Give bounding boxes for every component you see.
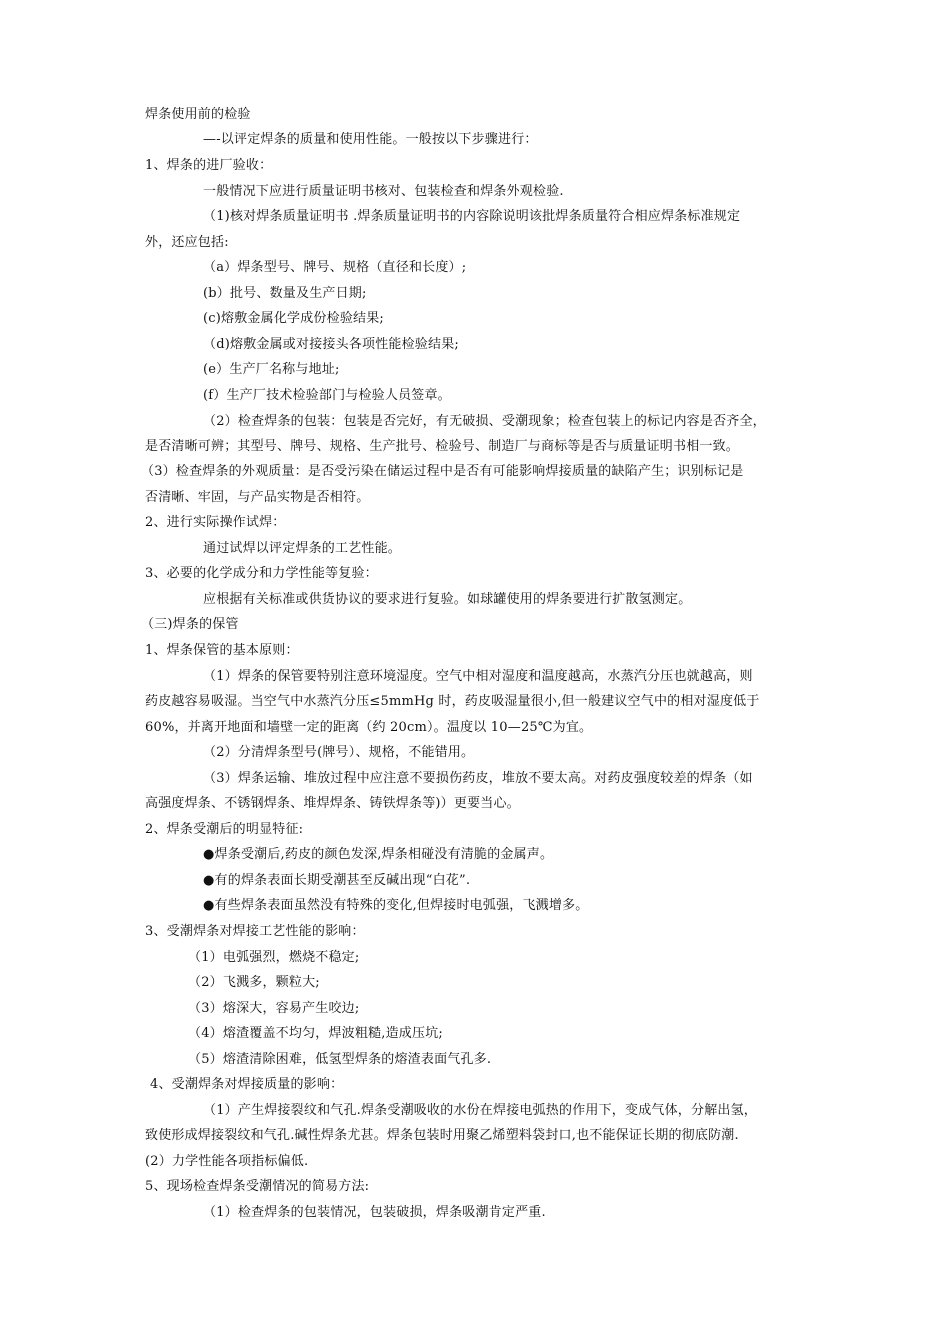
paragraph-line: —-以评定焊条的质量和使用性能。一般按以下步骤进行：: [203, 132, 538, 147]
paragraph-line: （2）检查焊条的包装：包装是否完好，有无破损、受潮现象；检查包装上的标记内容是否齐全，: [203, 414, 766, 429]
list-item: (e）生产厂名称与地址;: [203, 362, 340, 377]
heading-line: 2、焊条受潮后的明显特征:: [145, 822, 304, 837]
paragraph-line: （1)核对焊条质量证明书 .焊条质量证明书的内容除说明该批焊条质量符合相应焊条标准规定: [203, 209, 741, 224]
heading-line: 5、现场检查焊条受潮情况的简易方法:: [145, 1179, 370, 1194]
heading-line: 3、受潮焊条对焊接工艺性能的影响：: [145, 924, 365, 939]
paragraph-line: （1）检查焊条的包装情况，包装破损，焊条吸潮肯定严重.: [203, 1205, 546, 1220]
list-item: （a）焊条型号、牌号、规格（直径和长度）;: [203, 260, 467, 275]
heading-line: 1、焊条保管的基本原则：: [145, 643, 299, 658]
bullet-item: ●有些焊条表面虽然没有特殊的变化,但焊接时电弧强，飞溅增多。: [203, 898, 589, 913]
paragraph-line: 是否清晰可辨；其型号、牌号、规格、生产批号、检验号、制造厂与商标等是否与质量证明书相一致。: [145, 439, 740, 454]
paragraph-line: 通过试焊以评定焊条的工艺性能。: [203, 541, 402, 556]
paragraph-line: 高强度焊条、不锈钢焊条、堆焊焊条、铸铁焊条等)）更要当心。: [145, 796, 520, 811]
bullet-item: ●焊条受潮后,药皮的颜色发深,焊条相碰没有清脆的金属声。: [203, 847, 554, 862]
heading-line: 1、焊条的进厂验收：: [145, 158, 273, 173]
paragraph-line: 致使形成焊接裂纹和气孔.碱性焊条尤甚。焊条包装时用聚乙烯塑料袋封口,也不能保证长期的彻底防潮.: [145, 1128, 739, 1143]
list-item: (b）批号、数量及生产日期;: [203, 286, 367, 301]
heading-line: 4、受潮焊条对焊接质量的影响：: [150, 1077, 344, 1092]
heading-line: 2、进行实际操作试焊：: [145, 515, 286, 530]
paragraph-line: 药皮越容易吸湿。当空气中水蒸汽分压≤5mmHg 时，药皮吸湿量很小,但一般建议空气中的相对湿度低于: [145, 694, 760, 709]
paragraph-line: （3）焊条运输、堆放过程中应注意不要损伤药皮，堆放不要太高。对药皮强度较差的焊条（如: [203, 771, 753, 786]
list-item: （4）熔渣覆盖不均匀，焊波粗糙,造成压坑;: [188, 1026, 443, 1041]
bullet-item: ●有的焊条表面长期受潮甚至反碱出现“白花”.: [203, 873, 471, 888]
paragraph-line: 60%，并离开地面和墙壁一定的距离（约 20cm）。温度以 10—25℃为宜。: [145, 720, 593, 735]
paragraph-line: 一般情况下应进行质量证明书核对、包装检查和焊条外观检验.: [203, 184, 564, 199]
paragraph-line: （1）焊条的保管要特别注意环境湿度。空气中相对湿度和温度越高，水蒸汽分压也就越高，则: [203, 669, 753, 684]
paragraph-line: 应根据有关标准或供货协议的要求进行复验。如球罐使用的焊条要进行扩散氢测定。: [203, 592, 692, 607]
paragraph-line: （2）分清焊条型号(牌号）、规格，不能错用。: [203, 745, 475, 760]
paragraph-line: 否清晰、牢固，与产品实物是否相符。: [145, 490, 370, 505]
paragraph-line: (2）力学性能各项指标偏低.: [145, 1154, 309, 1169]
list-item: (f）生产厂技术检验部门与检验人员签章。: [203, 388, 451, 403]
paragraph-line: （3）检查焊条的外观质量：是否受污染在储运过程中是否有可能影响焊接质量的缺陷产生；识别标记是: [141, 464, 744, 479]
list-item: (c)熔敷金属化学成份检验结果;: [203, 311, 385, 326]
list-item: （1）电弧强烈，燃烧不稳定;: [188, 950, 360, 965]
paragraph-line: 外，还应包括:: [145, 235, 229, 250]
list-item: （d)熔敷金属或对接接头各项性能检验结果;: [203, 337, 459, 352]
section-title: （三)焊条的保管: [141, 617, 239, 632]
list-item: （5）熔渣清除困难，低氢型焊条的熔渣表面气孔多.: [188, 1052, 492, 1067]
list-item: （3）熔深大，容易产生咬边;: [188, 1001, 360, 1016]
paragraph-line: （1）产生焊接裂纹和气孔.焊条受潮吸收的水份在焊接电弧热的作用下，变成气体，分解出氢，: [203, 1103, 758, 1118]
section-title: 焊条使用前的检验: [145, 107, 251, 122]
list-item: （2）飞溅多，颗粒大;: [188, 975, 320, 990]
heading-line: 3、必要的化学成分和力学性能等复验：: [145, 566, 378, 581]
